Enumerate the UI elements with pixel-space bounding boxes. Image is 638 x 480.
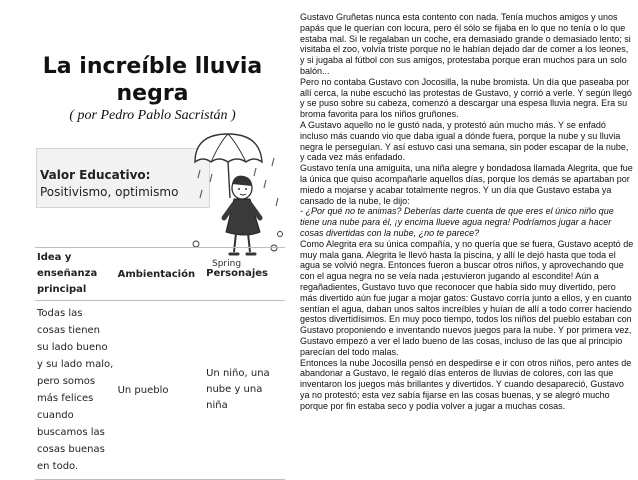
illustration-caption: Spring <box>212 259 242 268</box>
cell-idea: Todas las cosas tienen su lado bueno y su lado malo, pero somos más felices cuando buscamos las cosas buenas en todo. <box>35 301 116 480</box>
story-paragraph: A Gustavo aquello no le gustó nada, y protestó aún mucho más. Y se enfadó incluso más cuando vio que daba igual a dónde fuera, porque la nube y su lluvia negra le perseguían. Y así estuvo casi una semana, sin poder escapar de la nube, y cada vez más enfadado. <box>300 119 629 163</box>
header-personajes: Personajes <box>204 248 285 301</box>
story-paragraph: Como Alegrita era su única compañía, y no quería que se fuera, Gustavo aceptó de muy mala gana. Alegrita le llevó hasta la piscina, y allí le dejó hasta que toda el agua se volvió negra. Entonces fueron a buscar otros niños, y aprovechando que con el agua negra no se veía nada ¡estuvieron jugando al escondite! Aún a regañadientes, Gustavo tuvo que reconocer que había sido muy divertido, pero más divertido aún fue jugar a mojar gatos: Gustavo corría junto a ellos, y en cuanto sentían el agua, daban unos saltos increíbles y huían de allí a todo correr haciendo gestos divertidísimos. En muy poco tiempo, todos los niños del pueblo estaban con Gustavo proponiendo e inventando nuevos juegos para la nube. Y por primera vez, Gustavo empezó a ver el lado bueno de las cosas, incluso de las que al principio parecían del todo malas. <box>300 238 634 357</box>
story-paragraph: Entonces la nube Jocosilla pensó en despedirse e ir con otros niños, pero antes de abandonar a Gustavo, le regaló días enteros de lluvias de colores, con las que inventaron los juegos más brillantes y divertidos. Y cuando desapareció, Gustavo ya no protestó; esta vez sabía fijarse en las cosas buenas, y se alegró mucho porque por fin estaba seco y podía volver a jugar a muchas cosas. <box>300 357 632 411</box>
story-paragraph: Pero no contaba Gustavo con Jocosilla, la nube bromista. Un día que paseaba por allí cerca, la nube escuchó las protestas de Gustavo, y corrió a verle. Y según llegó y se puso sobre su cabeza, comenzó a descargar una espesa lluvia negra. Era su broma favorita para los niños gruñones. <box>300 76 632 120</box>
cell-personajes: Un niño, una nube y una niña <box>204 301 285 480</box>
story-dialogue: - ¿Por qué no te animas? Deberías darte cuenta de que eres el único niño que tiene una nube para él, ¡y encima llueve agua negra! Podríamos jugar a hacer cosas divertidas con la nube, ¿no te parece? <box>300 206 614 238</box>
author-line: ( por Pedro Pablo Sacristán ) <box>69 108 236 123</box>
cell-ambientacion: Un pueblo <box>116 301 205 480</box>
story-paragraph: Gustavo tenía una amiguita, una niña alegre y bondadosa llamada Alegrita, que fue la única que quiso acompañarle aquellos días, porque los demás se apartaban por miedo a mojarse y acabar totalmente negros. Y un día que Gustavo estaba ya cansado de la nube, le dijo: <box>300 163 633 206</box>
story-paragraph: Gustavo Gruñetas nunca esta contento con nada. Tenía muchos amigos y unos papás que le querían con locura, pero él sólo se fijaba en lo que no tenía o lo que estaba mal. Si le regalaban un coche, era demasiado grande o demasiado lento; si visitaba el zoo, volvía triste porque no le habían dejado dar de comer a los leones, y si jugaba al fútbol con sus amigos, protestaba porque eran muchos para un solo balón... <box>300 12 631 76</box>
valor-text: Positivismo, optimismo <box>40 185 179 199</box>
table-row <box>35 301 285 480</box>
header-idea: Idea y enseñanza principal <box>35 248 116 301</box>
header-ambientacion: Ambientación <box>116 248 205 301</box>
story-title: La increíble lluvia negra <box>42 54 263 106</box>
story-text <box>300 12 634 411</box>
table-header-row <box>35 248 285 301</box>
valor-heading: Valor Educativo: <box>40 168 151 182</box>
info-table <box>35 247 285 480</box>
